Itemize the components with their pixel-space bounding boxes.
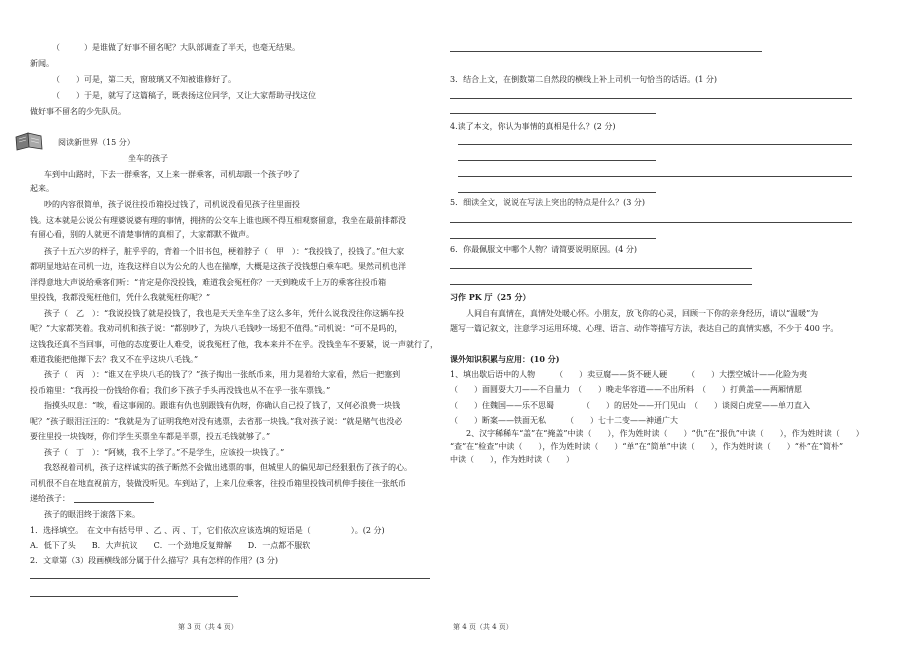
essay-prompt-line: 题写一篇记叙文，注意学习运用环境、心理、语言、动作等描写方法，表达自己的真情实感，不少于 400 字。 <box>450 324 839 333</box>
top-line-2: 新闻。 <box>30 59 54 68</box>
extra-line: （ ）住魏国——乐不思蜀 （ ）的居处——开门见山 （ ）谈阅白虎堂——单刀直入 <box>450 401 810 410</box>
page-footer: 第 4 页（共 4 页） <box>453 623 513 631</box>
essay-title: 习作 PK 厅（25 分） <box>450 292 531 302</box>
question-1-options: A．低下了头 B．大声抗议 C．一个劲地反复辩解 D．一点都不服软 <box>30 541 311 550</box>
story-line: 难道我能把他撵下去？我又不在乎这块八毛钱。” <box>30 355 199 364</box>
story-title: 坐车的孩子 <box>128 154 168 163</box>
section-title: 阅读新世界（15 分） <box>58 138 135 147</box>
extra-line: （ ）面圆耍大刀——不自量力 （ ）晚走华容道——不出所料 （ ）打黄盖——两厢情愿 <box>450 385 802 394</box>
story-line: 洋得意地大声说给乘客们听：“肯定是你没投钱，难道我会冤枉你？一天到晚成千上万的乘客往投币箱 <box>30 278 387 287</box>
answer-line[interactable] <box>450 113 656 114</box>
story-line: 都明显地站在司机一边，连我这样自以为公允的人也在揣摩，大概是这孩子没钱想白乘车吧。果然司机也洋 <box>30 262 406 271</box>
question-3: 3．结合上文，在倒数第二自然段的横线上补上司机一句恰当的话语。(1 分) <box>450 75 717 84</box>
question-1: 1．选择填空。 在文中有括号甲 、乙 、丙 、丁，它们依次应该选填的短语是（ ）。(2 分) <box>30 526 385 535</box>
extra-line: 中读（ ），作为姓时读（ ） <box>450 455 574 464</box>
right-page <box>450 0 920 651</box>
story-last-line: 孩子的眼泪终于滚落下来。 <box>44 510 140 519</box>
story-line: 孩子（ 丁 ）：“阿姨，我不上学了。”不是学生，应该投一块钱了。” <box>44 448 285 457</box>
extra-title: 课外知识积累与应用：(10 分) <box>450 354 560 364</box>
page-footer: 第 3 页（共 4 页） <box>178 623 238 631</box>
story-line: 孩子十五六岁的样子，脏乎乎的，背着一个旧书包，梗着脖子（ 甲 ）：“我投钱了，投钱了。”但大家 <box>44 247 405 256</box>
story-line: 钱。这本就是公说公有理婆说婆有理的事情，拥挤的公交车上谁也顾不得互相观察留意，我坐在最前排都没 <box>30 216 406 225</box>
book-icon <box>14 131 44 151</box>
answer-line[interactable] <box>450 284 752 285</box>
answer-line[interactable] <box>450 51 762 52</box>
story-line: 吵的内容很简单，孩子说往投币箱投过钱了，司机说没看见孩子往里面投 <box>44 200 300 209</box>
story-line: 车到中山路时，下去一群乘客，又上来一群乘客，司机却跟一个孩子吵了 <box>44 170 300 179</box>
story-line: 这钱我还真不当回事，可他的态度要让人难受，说我冤枉了他，我本来并不在乎。没钱坐车不要紧，说一声就行了， <box>30 340 438 349</box>
extra-line: （ ）断案——铁面无私 （ ）七十二变——神通广大 <box>450 416 678 425</box>
extra-line: 2、汉字稀稀车“盖”在“掩盖”中读（ ），作为姓时读（ ）“仇”在“报仇”中读（ ），作为姓时读（ ） <box>466 429 864 438</box>
answer-line[interactable] <box>458 144 852 145</box>
story-line: 呢？”大家都笑着。我劝司机和孩子说：“都别吵了，为块八毛钱吵一场犯不值得。”司机说：“可不是吗的， <box>30 324 403 333</box>
extra-line: “查”在“检查”中读（ ），作为姓时读（ ）“单”在“简单”中读（ ），作为姓时读（ ）“朴”在“简朴” <box>450 442 844 451</box>
answer-line[interactable] <box>450 98 852 99</box>
extra-line: 1、填出歇后语中的人物 （ ）卖豆腐——货不硬人硬 （ ）大摆空城计——化险为夷 <box>450 370 808 379</box>
answer-line[interactable] <box>450 268 752 269</box>
story-line: 有留心看，别的人就更不清楚事情的真相了，大家都默不做声。 <box>30 230 254 239</box>
story-line: 里投钱，我都没冤枉他们，凭什么我就冤枉你呢？” <box>30 293 211 302</box>
question-5: 5．细读全文，说说在写法上突出的特点是什么？(3 分) <box>450 198 645 207</box>
question-4: 4.读了本文，你认为事情的真相是什么？(2 分) <box>450 122 616 131</box>
answer-line[interactable] <box>450 222 852 223</box>
essay-prompt-line: 人间自有真情在，真情处处暖心怀。小朋友，放飞你的心灵，回顾一下你的亲身经历，请以“温暖”为 <box>466 309 819 318</box>
answer-line[interactable] <box>450 238 656 239</box>
story-line: 司机很不自在地直视前方，装做没听见。车到站了，上来几位乘客，往投币箱里投钱司机伸手接住一张纸币 <box>30 479 406 488</box>
answer-line[interactable] <box>458 160 656 161</box>
story-line: 孩子（ 乙 ）：“我说投钱了就是投钱了，我也是天天坐车坐了这么多年，凭什么说我没往你这辆车投 <box>44 309 405 318</box>
question-6: 6．你最佩服文中哪个人物？请简要说明原因。(4 分) <box>450 245 637 254</box>
top-line-3: （ ）可是，第二天，窗玻璃又不知被谁修好了。 <box>52 75 236 84</box>
answer-line[interactable] <box>30 596 238 597</box>
story-line: 要往里投一块钱呀，你们学生买票坐车都是半票，投五毛钱就够了。” <box>30 432 271 441</box>
top-line-4: （ ）于是，就写了这篇稿子，既表扬这位同学，又让大家帮助寻找这位 <box>52 91 316 100</box>
answer-line[interactable] <box>458 192 656 193</box>
story-line: 起来。 <box>30 184 54 193</box>
top-line-5: 做好事不留名的少先队员。 <box>30 107 126 116</box>
question-2: 2．文章第（3）段画横线部分属于什么描写？具有怎样的作用？(3 分) <box>30 556 279 565</box>
answer-line[interactable] <box>458 176 852 177</box>
story-line: 孩子（ 丙 ）：“谁又在乎块八毛的钱了？”孩子掏出一张纸币来，用力晃着给大家看，然后一把塞到 <box>44 370 401 379</box>
story-line: 指摸头叹息：“唉，看这事闹的。跟谁有仇也别跟钱有仇呀，你确认自己投了钱了，又何必浪费一块钱 <box>44 401 401 410</box>
answer-blank[interactable] <box>74 502 154 503</box>
answer-line[interactable] <box>30 578 430 579</box>
story-line: 我怒视着司机，孩子这样诚实的孩子断然不会做出逃票的事，但城里人的偏见却已经狠狠伤了孩子的心。 <box>44 463 412 472</box>
top-line-1: （ ）是谁做了好事不留名呢？大队部调查了半天，也毫无结果。 <box>52 43 300 52</box>
story-line: 呢？”孩子眼泪汪汪的：“我就是为了证明我绝对没有逃票，去省那一块钱。”我对孩子说：“就是赌气也没必 <box>30 417 403 426</box>
story-line: 递给孩子： <box>30 494 70 503</box>
story-line: 投币箱里：“我再投一份钱给你看；我们乡下孩子手头再没钱也从不在乎一张车票钱。” <box>30 386 331 395</box>
